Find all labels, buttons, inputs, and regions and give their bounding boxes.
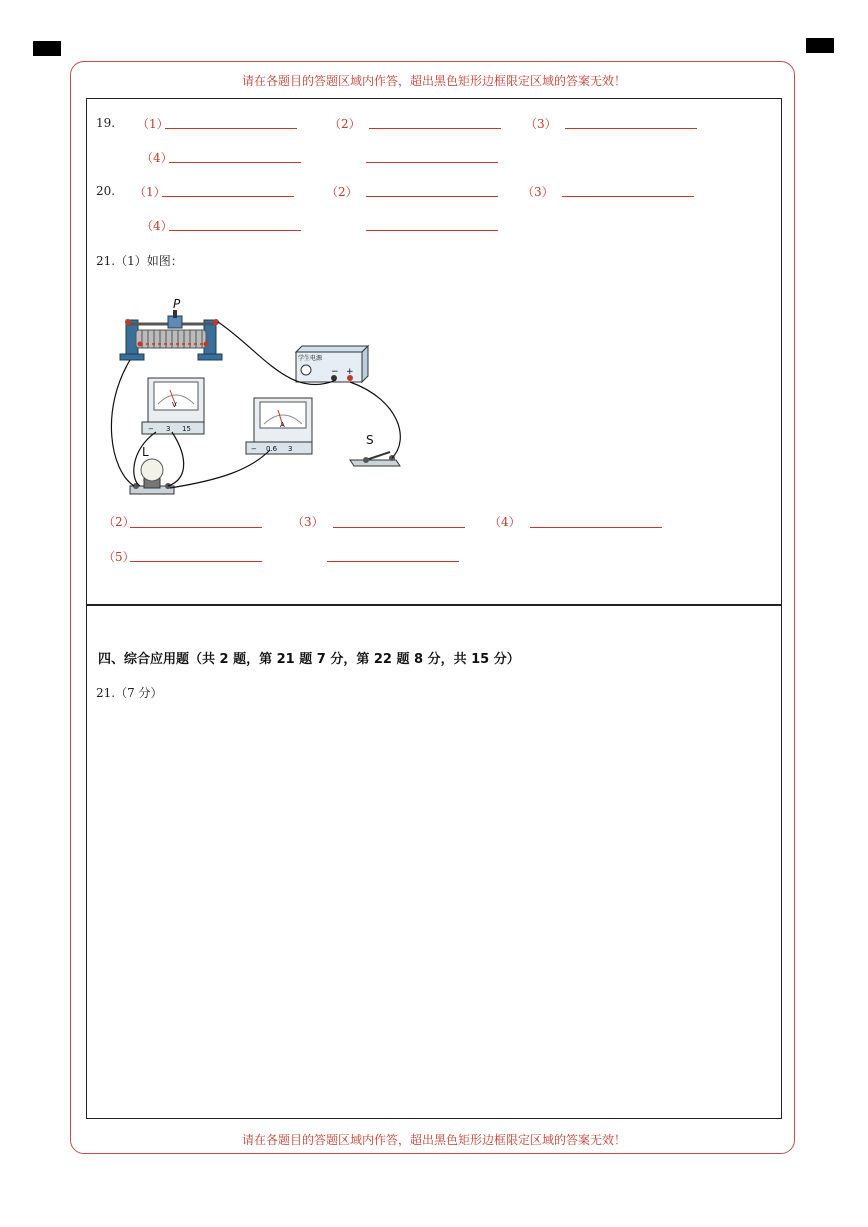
q21-label-5: （5） <box>103 550 135 564</box>
q20-label-3: （3） <box>522 185 554 199</box>
q19-answer-line-1[interactable] <box>165 128 297 129</box>
q20-number: 20. <box>96 184 116 198</box>
q20-answer-line-5[interactable] <box>366 230 498 231</box>
q19-number: 19. <box>96 116 116 130</box>
voltmeter-terminal-3: 3 <box>166 425 171 433</box>
registration-mark-left <box>33 41 61 56</box>
q21-label-3: （3） <box>292 515 324 529</box>
rheostat <box>120 310 222 360</box>
q21-answer-line-3[interactable] <box>333 527 465 528</box>
warning-bottom: 请在各题目的答题区域内作答，超出黑色矩形边框限定区域的答案无效！ <box>241 1133 626 1147</box>
q21-label-2: （2） <box>103 515 135 529</box>
lamp <box>130 459 174 494</box>
power-terminal-neg: − <box>331 367 339 377</box>
q21-label-4: （4） <box>489 515 521 529</box>
warning-top: 请在各题目的答题区域内作答，超出黑色矩形边框限定区域的答案无效！ <box>241 74 626 88</box>
voltmeter-terminal-neg: − <box>148 425 154 433</box>
ammeter-terminal-06: 0.6 <box>266 445 278 453</box>
q20-label-2: （2） <box>326 185 358 199</box>
q19-label-1: （1） <box>137 117 169 131</box>
q20-label-4: （4） <box>141 219 173 233</box>
q20-answer-line-2[interactable] <box>366 196 498 197</box>
section4-answer-area[interactable] <box>90 705 778 1113</box>
ammeter-terminal-3: 3 <box>288 445 293 453</box>
q20-label-1: （1） <box>134 185 166 199</box>
q19-answer-line-2[interactable] <box>369 128 501 129</box>
rheostat-slider-label: P <box>173 297 181 311</box>
q19-label-2: （2） <box>329 117 361 131</box>
q21-answer-line-5[interactable] <box>130 561 262 562</box>
registration-mark-right <box>806 38 834 53</box>
q21-answer-line-2[interactable] <box>130 527 262 528</box>
q21-answer-line-4[interactable] <box>530 527 662 528</box>
power-terminal-pos: + <box>346 367 354 377</box>
ammeter-terminal-neg: − <box>251 445 257 453</box>
voltmeter-terminal-15: 15 <box>182 425 191 433</box>
q19-label-4: （4） <box>141 151 173 165</box>
section4-title: 四、综合应用题（共 2 题，第 21 题 7 分，第 22 题 8 分，共 15 分） <box>98 652 520 667</box>
power-supply-label: 学生电源 <box>298 355 323 362</box>
q21-heading: 21.（1）如图： <box>96 254 183 268</box>
q20-answer-line-4[interactable] <box>169 230 301 231</box>
q19-answer-line-4[interactable] <box>169 162 301 163</box>
lamp-label: L <box>142 445 149 459</box>
q19-label-3: （3） <box>525 117 557 131</box>
q19-answer-line-5[interactable] <box>366 162 498 163</box>
q20-answer-line-3[interactable] <box>562 196 694 197</box>
voltmeter-letter: V <box>172 401 177 409</box>
section4-question: 21.（7 分） <box>96 686 163 700</box>
q21-answer-line-6[interactable] <box>327 561 459 562</box>
q19-answer-line-3[interactable] <box>565 128 697 129</box>
q20-answer-line-1[interactable] <box>162 196 294 197</box>
switch <box>350 452 400 466</box>
circuit-diagram <box>110 290 410 505</box>
ammeter-letter: A <box>280 421 285 429</box>
switch-label: S <box>366 433 374 447</box>
